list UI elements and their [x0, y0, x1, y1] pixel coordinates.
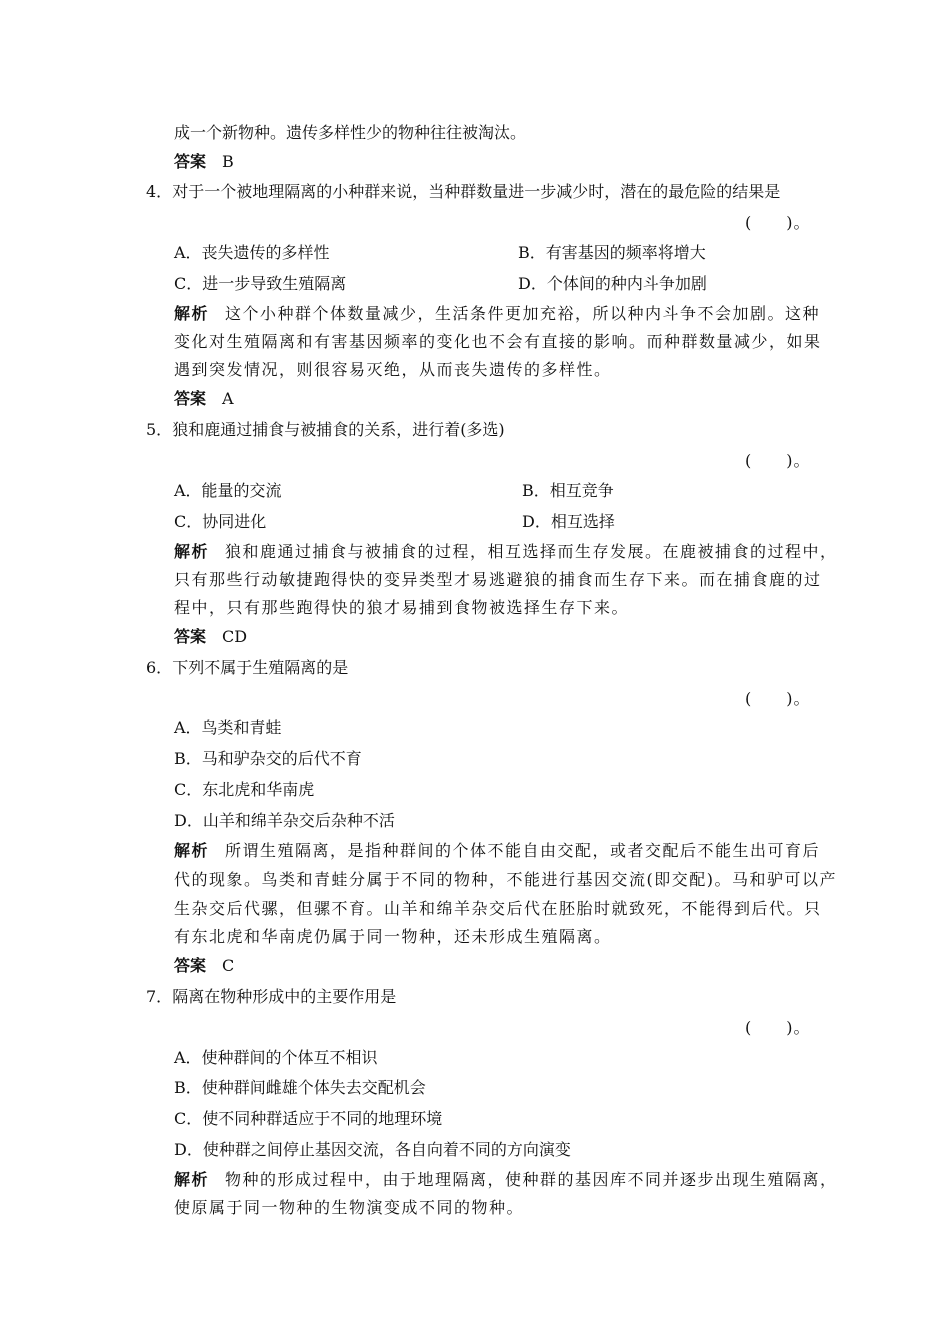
- analysis-label: 解析: [174, 1170, 210, 1189]
- analysis-line: 生杂交后代骡，但骡不育。山羊和绵羊杂交后代在胚胎时就致死，不能得到后代。只: [174, 899, 822, 918]
- answer-value: CD: [222, 627, 248, 646]
- option-b: B．使种群间雌雄个体失去交配机会: [174, 1078, 426, 1097]
- analysis-text: 这个小种群个体数量减少，生活条件更加充裕，所以种内斗争不会加剧。这种: [225, 304, 821, 323]
- question-number: 7．: [146, 987, 173, 1006]
- option-d: D．使种群之间停止基因交流，各自向着不同的方向演变: [174, 1140, 571, 1159]
- analysis-line: 只有那些行动敏捷跑得快的变异类型才易逃避狼的捕食而生存下来。而在捕食鹿的过: [174, 570, 822, 589]
- answer-line: [174, 627, 247, 647]
- answer-label: 答案: [174, 956, 207, 975]
- question-text: 对于一个被地理隔离的小种群来说，当种群数量进一步减少时，潜在的最危险的结果是: [172, 182, 781, 201]
- question-7-stem: [146, 987, 396, 1007]
- analysis-line: 变化对生殖隔离和有害基因频率的变化也不会有直接的影响。而种群数量减少，如果: [174, 332, 822, 351]
- answer-value: A: [222, 389, 234, 408]
- option-c: C．东北虎和华南虎: [174, 780, 315, 799]
- question-number: 4．: [146, 182, 173, 201]
- answer-line: [174, 956, 234, 976]
- answer-blank: ( )。: [745, 213, 811, 232]
- analysis-label: 解析: [174, 841, 210, 860]
- analysis-line: [174, 841, 820, 861]
- analysis-line: [174, 1170, 838, 1190]
- answer-value: C: [222, 956, 235, 975]
- analysis-line: [174, 542, 838, 562]
- analysis-line: 有东北虎和华南虎仍属于同一物种，还未形成生殖隔离。: [174, 927, 612, 946]
- answer-value: B: [222, 152, 234, 171]
- analysis-label: 解析: [174, 304, 210, 323]
- analysis-text: 狼和鹿通过捕食与被捕食的过程，相互选择而生存发展。在鹿被捕食的过程中，: [225, 542, 838, 561]
- option-a: A．丧失遗传的多样性: [174, 243, 330, 262]
- answer-label: 答案: [174, 152, 207, 171]
- option-b: B．有害基因的频率将增大: [518, 243, 706, 262]
- answer-label: 答案: [174, 389, 207, 408]
- question-number: 6．: [146, 658, 173, 677]
- analysis-line: 代的现象。鸟类和青蛙分属于不同的物种，不能进行基因交流(即交配)。马和驴可以产: [174, 870, 837, 889]
- question-6-stem: [146, 658, 348, 678]
- answer-blank: ( )。: [745, 1018, 811, 1037]
- analysis-line: 遇到突发情况，则很容易灭绝，从而丧失遗传的多样性。: [174, 360, 612, 379]
- answer-label: 答案: [174, 627, 207, 646]
- analysis-text: 物种的形成过程中，由于地理隔离，使种群的基因库不同并逐步出现生殖隔离，: [225, 1170, 838, 1189]
- option-b: B．相互竞争: [522, 481, 614, 500]
- answer-blank: ( )。: [745, 689, 811, 708]
- option-c: C．进一步导致生殖隔离: [174, 274, 347, 293]
- analysis-label: 解析: [174, 542, 210, 561]
- option-a: A．使种群间的个体互不相识: [174, 1048, 378, 1067]
- analysis-line: 程中，只有那些跑得快的狼才易捕到食物被选择生存下来。: [174, 598, 630, 617]
- intro-line: 成一个新物种。遗传多样性少的物种往往被淘汰。: [174, 123, 527, 142]
- option-d: D．相互选择: [522, 512, 615, 531]
- option-a: A．能量的交流: [174, 481, 282, 500]
- analysis-line: 使原属于同一物种的生物演变成不同的物种。: [174, 1198, 525, 1217]
- option-d: D．个体间的种内斗争加剧: [518, 274, 707, 293]
- option-a: A．鸟类和青蛙: [174, 718, 282, 737]
- question-4-stem: [146, 182, 780, 202]
- analysis-text: 所谓生殖隔离，是指种群间的个体不能自由交配，或者交配后不能生出可育后: [225, 841, 821, 860]
- answer-blank: ( )。: [745, 451, 811, 470]
- option-c: C．使不同种群适应于不同的地理环境: [174, 1109, 443, 1128]
- analysis-line: [174, 304, 820, 324]
- option-b: B．马和驴杂交的后代不育: [174, 749, 362, 768]
- question-5-stem: [146, 420, 505, 440]
- intro-answer: [174, 152, 234, 172]
- question-text: 隔离在物种形成中的主要作用是: [172, 987, 397, 1006]
- question-text: 狼和鹿通过捕食与被捕食的关系，进行着(多选): [172, 420, 505, 439]
- question-number: 5．: [146, 420, 173, 439]
- question-text: 下列不属于生殖隔离的是: [172, 658, 349, 677]
- option-c: C．协同进化: [174, 512, 267, 531]
- answer-line: [174, 389, 234, 409]
- option-d: D．山羊和绵羊杂交后杂种不活: [174, 811, 395, 830]
